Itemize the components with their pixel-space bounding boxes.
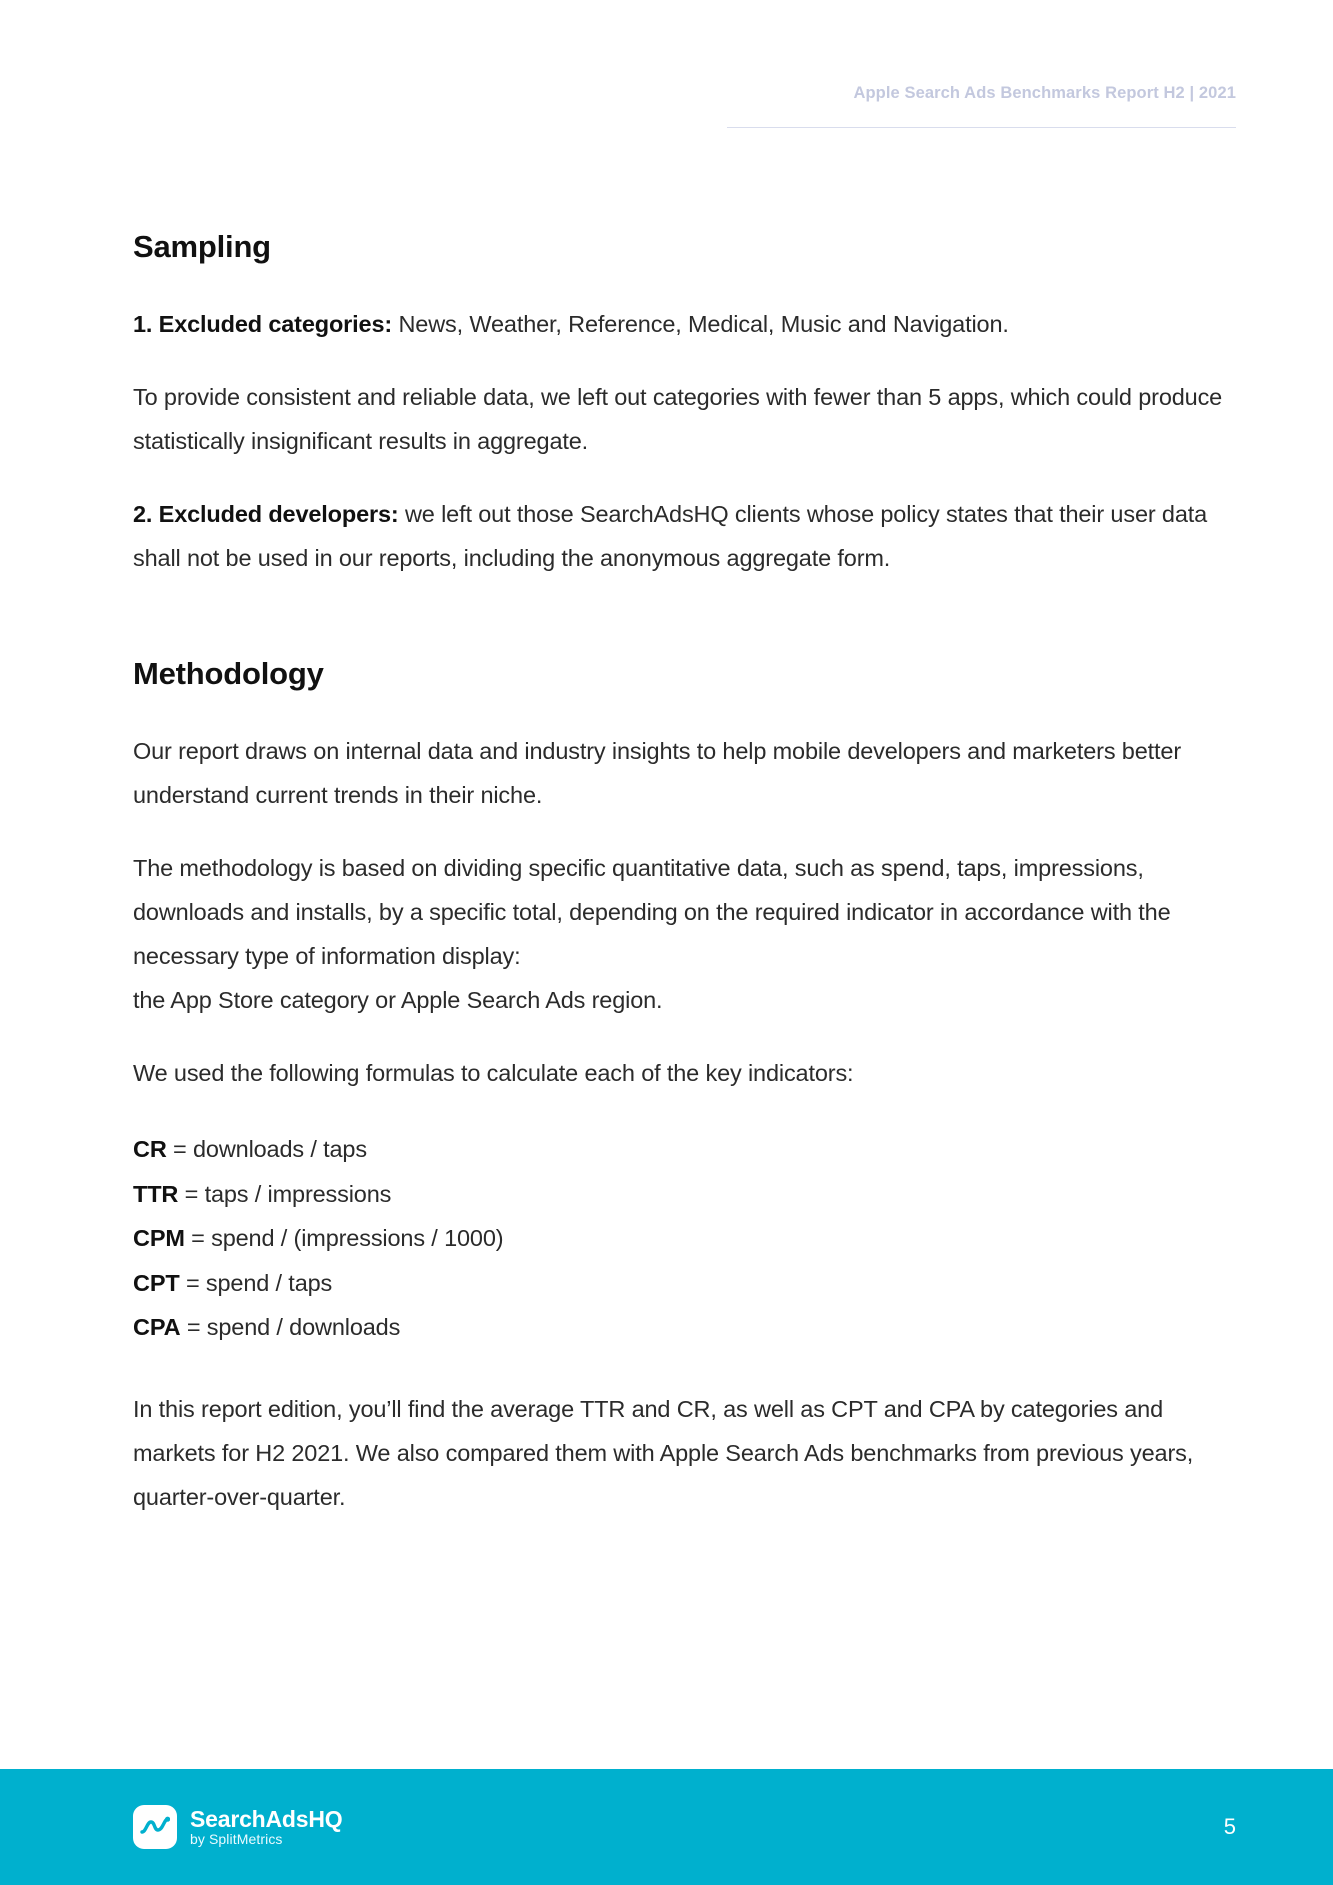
formula-metric-cpa: CPA: [133, 1314, 181, 1341]
excluded-categories-text: News, Weather, Reference, Medical, Music and Navigation.: [392, 311, 1009, 338]
formula-list: [133, 1127, 1233, 1350]
brand-subtitle: by SplitMetrics: [190, 1831, 283, 1848]
methodology-paragraph-1: Our report draws on internal data and industry insights to help mobile developers and marketers better understand current trends in their niche.: [133, 738, 1181, 809]
excluded-developers-item: [133, 492, 1223, 580]
brand-name: SearchAdsHQ: [190, 1805, 343, 1832]
running-header-title: Apple Search Ads Benchmarks Report H2 | 2021: [853, 84, 1236, 102]
sampling-heading: Sampling: [133, 229, 271, 264]
formula-metric-cpm: CPM: [133, 1225, 185, 1252]
formula-expression-ttr: = taps / impressions: [178, 1180, 392, 1207]
formula-metric-ttr: TTR: [133, 1180, 179, 1207]
excluded-developers-label: 2. Excluded developers:: [133, 501, 399, 528]
page-content: [133, 228, 1233, 1519]
methodology-paragraph-2: [133, 846, 1223, 1022]
excluded-developers-text: we left out those SearchAdsHQ clients whose policy states that their user data shall not be used in our reports, including the anonymous aggregate form.: [133, 501, 1208, 572]
formula-row-ttr: [133, 1172, 1233, 1217]
formula-expression-cr: = downloads / taps: [166, 1136, 367, 1163]
formula-metric-cpt: CPT: [133, 1269, 180, 1296]
page-number: 5: [1223, 1814, 1236, 1839]
page-footer: [0, 1769, 1333, 1885]
running-header: [0, 84, 1333, 114]
methodology-paragraph-2-line2: the App Store category or Apple Search Ads region.: [133, 987, 663, 1014]
methodology-paragraph-2-main: The methodology is based on dividing specific quantitative data, such as spend, taps, impressions, downloads and installs, by a specific total, depending on the required indicator in accordance with the necessary type of information display:: [133, 855, 1171, 970]
methodology-paragraph-3: We used the following formulas to calculate each of the key indicators:: [133, 1060, 854, 1087]
formula-expression-cpa: = spend / downloads: [180, 1314, 401, 1341]
formula-expression-cpm: = spend / (impressions / 1000): [184, 1225, 504, 1252]
formula-expression-cpt: = spend / taps: [179, 1269, 333, 1296]
header-divider: [727, 127, 1236, 128]
formula-row-cpa: [133, 1305, 1233, 1350]
excluded-categories-label: 1. Excluded categories:: [133, 311, 393, 338]
footer-brand: [133, 1805, 342, 1849]
searchadshq-logo-icon: [133, 1805, 177, 1849]
methodology-heading: Methodology: [133, 656, 324, 692]
formula-row-cpm: [133, 1216, 1233, 1261]
formula-metric-cr: CR: [133, 1136, 167, 1163]
formula-row-cr: [133, 1127, 1233, 1172]
formula-row-cpt: [133, 1261, 1233, 1306]
excluded-categories-item: [133, 302, 1223, 346]
methodology-paragraph-4: In this report edition, you’ll find the average TTR and CR, as well as CPT and CPA by categories and markets for H2 2021. We also compared them with Apple Search Ads benchmarks from previous years, quarter-over-quarter.: [133, 1395, 1194, 1510]
brand-text: [190, 1807, 342, 1848]
sampling-paragraph-1: To provide consistent and reliable data, we left out categories with fewer than 5 apps, which could produce statistically insignificant results in aggregate.: [133, 384, 1223, 455]
